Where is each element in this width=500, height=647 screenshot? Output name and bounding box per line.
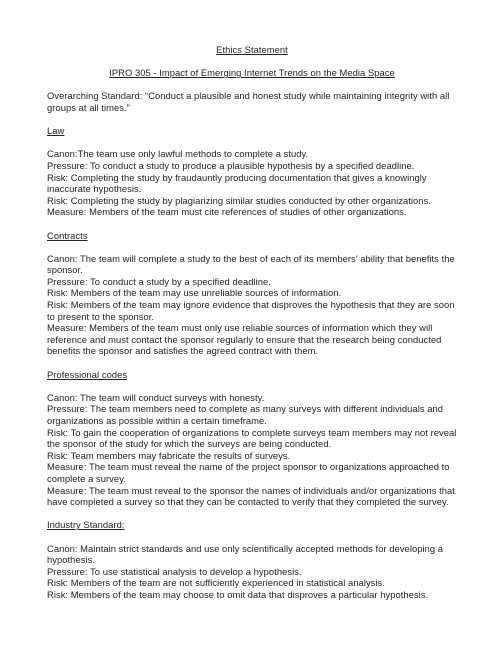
- document-title: Ethics Statement: [216, 44, 288, 55]
- section-line: Risk: Members of the team may choose to omit data that disproves a particular hypothesis.: [47, 588, 429, 600]
- section-industry-standard: [47, 519, 457, 600]
- section-heading: Law: [47, 125, 65, 137]
- section-line: Measure: The team must reveal to the sponsor the names of individuals and/or organizations that have completed a survey so that they can be contacted to verify that they completed the survey.: [47, 484, 455, 508]
- section-heading: Contracts: [47, 229, 88, 241]
- section-line: Risk: Members of the team are not sufficiently experienced in statistical analysis.: [47, 577, 385, 589]
- section-line: Canon: Maintain strict standards and use only scientifically accepted methods for developing a hypothesis.: [47, 542, 444, 566]
- document-subtitle: IPRO 305 - Impact of Emerging Internet Trends on the Media Space: [109, 67, 395, 79]
- section-line: Pressure: The team members need to complete as many surveys with different individuals and organizations as possible within a certain timeframe.: [47, 403, 444, 426]
- section-line: Measure: Members of the team must only use reliable sources of information which they will reference and must contact the sponsor regularly to ensure that the research being conducted benefits the sponsor and satisfies the agreed contract with them.: [47, 322, 442, 357]
- section-line: Pressure: To conduct a study to produce a plausible hypothesis by a specified deadline.: [47, 159, 415, 171]
- overarching-standard: Overarching Standard: “Conduct a plausible and honest study while maintaining integrity with all groups at all times.”: [47, 90, 450, 113]
- section-heading: Industry Standard:: [47, 519, 125, 531]
- section-line: Risk: Members of the team may use unreliable sources of information.: [47, 287, 342, 299]
- section-contracts: [47, 230, 457, 358]
- section-line: Risk: Members of the team may ignore evidence that disproves the hypothesis that they are soon to present to the sponsor.: [47, 299, 455, 322]
- section-line: Risk: Completing the study by plagiarizing similar studies conducted by other organizations.: [47, 194, 431, 206]
- section-heading: Professional codes: [47, 368, 128, 380]
- section-line: Risk: Team members may fabricate the results of surveys.: [47, 449, 291, 461]
- section-line: Risk: Completing the study by fraudauntly producing documentation that gives a knowingly inaccurate hypothesis.: [47, 171, 427, 195]
- section-line: Canon:The team use only lawful methods to complete a study.: [47, 148, 309, 160]
- section-line: Pressure: To conduct a study by a specified deadline.: [47, 275, 271, 287]
- section-law: [47, 125, 457, 218]
- document-page: [47, 44, 457, 601]
- section-professional-codes: [47, 369, 457, 508]
- section-line: Pressure: To use statistical analysis to develop a hypothesis.: [47, 565, 302, 577]
- section-line: Canon: The team will complete a study to the best of each of its members’ ability that benefits the sponsor.: [47, 252, 455, 276]
- section-line: Canon: The team will conduct surveys with honesty.: [47, 391, 265, 403]
- section-line: Measure: The team must reveal the name of the project sponsor to organizations approached to complete a survey.: [47, 461, 450, 484]
- section-line: Risk: To gain the cooperation of organizations to complete surveys team members may not reveal the sponsor of the study for which the surveys are being conducted.: [47, 426, 457, 450]
- section-line: Measure: Members of the team must cite references of studies of other organizations.: [47, 206, 407, 218]
